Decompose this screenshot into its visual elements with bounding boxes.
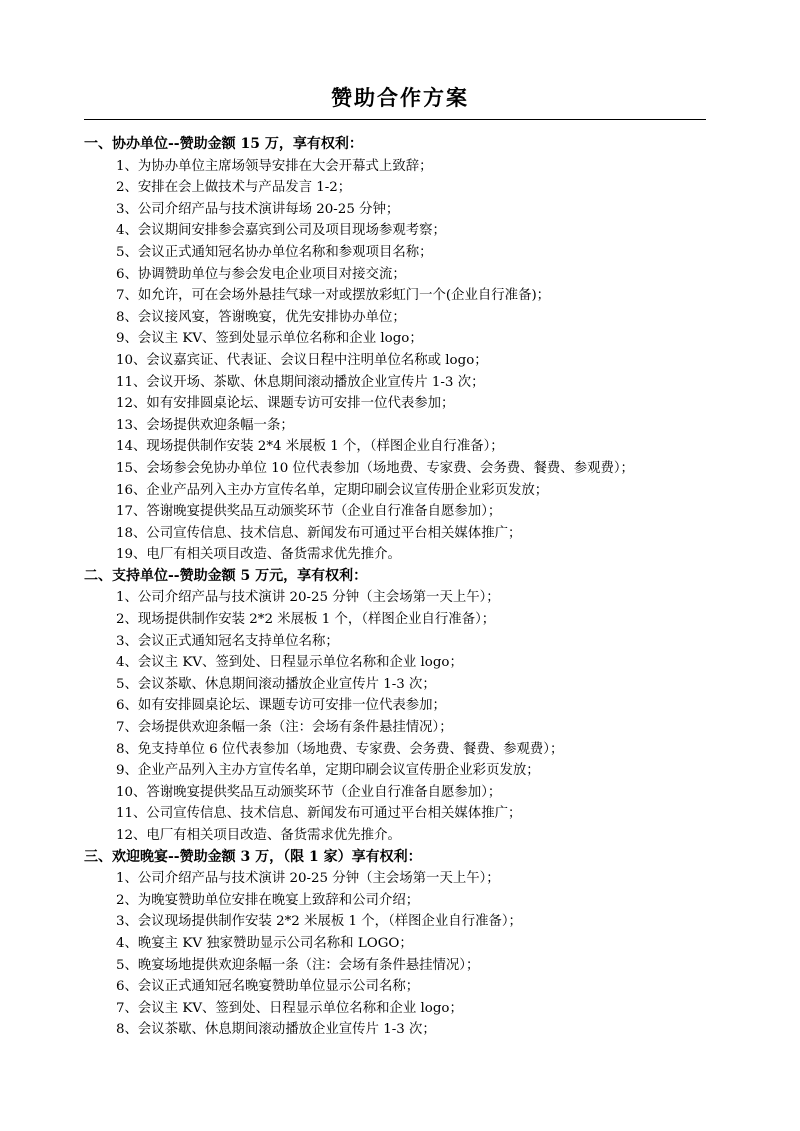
list-item: 7、如允许，可在会场外悬挂气球一对或摆放彩虹门一个(企业自行准备)； [116,288,551,304]
list-item: 12、电厂有相关项目改造、备货需求优先推介。 [116,828,401,843]
list-item: 5、晚宴场地提供欢迎条幅一条（注：会场有条件悬挂情况）； [116,957,480,973]
list-item: 8、会议接风宴，答谢晚宴，优先安排协办单位； [116,309,406,325]
list-item: 3、会议正式通知冠名支持单位名称； [116,633,339,649]
list-item: 10、答谢晚宴提供奖品互动颁奖环节（企业自行准备自愿参加）； [116,784,502,800]
section-heading: 二、支持单位--赞助金额 5 万元，享有权利： [84,567,368,584]
list-item: 18、公司宣传信息、技术信息、新闻发布可通过平台相关媒体推广； [116,525,522,541]
list-item: 3、公司介绍产品与技术演讲每场 20-25 分钟； [116,201,400,217]
list-item: 7、会议主 KV、签到处、日程显示单位名称和企业 logo； [116,1000,463,1016]
list-item: 1、公司介绍产品与技术演讲 20-25 分钟（主会场第一天上午）； [116,590,500,606]
list-item: 9、会议主 KV、签到处显示单位名称和企业 logo； [116,331,423,347]
list-item: 6、如有安排圆桌论坛、课题专访可安排一位代表参加； [116,698,446,714]
list-item: 9、企业产品列入主办方宣传名单，定期印刷会议宣传册企业彩页发放； [116,763,540,779]
section-heading: 一、协办单位--赞助金额 15 万，享有权利： [84,136,363,152]
section-welcome-dinner [84,847,706,1041]
list-item: 4、会议主 KV、签到处、日程显示单位名称和企业 logo； [116,655,463,671]
list-item: 4、晚宴主 KV 独家赞助显示公司名称和 LOGO； [116,935,413,951]
list-item: 5、会议茶歇、休息期间滚动播放企业宣传片 1-3 次； [116,676,436,692]
list-item: 11、会议开场、茶歇、休息期间滚动播放企业宣传片 1-3 次； [116,374,485,390]
list-item: 2、安排在会上做技术与产品发言 1-2； [116,180,352,196]
list-item: 11、公司宣传信息、技术信息、新闻发布可通过平台相关媒体推广； [116,806,522,822]
list-item: 1、为协办单位主席场领导安排在大会开幕式上致辞； [116,158,433,174]
list-item: 4、会议期间安排参会嘉宾到公司及项目现场参观考察； [116,223,446,239]
list-item: 5、会议正式通知冠名协办单位名称和参观项目名称； [116,244,433,260]
list-item: 17、答谢晚宴提供奖品互动颁奖环节（企业自行准备自愿参加）； [116,504,502,520]
list-item: 16、企业产品列入主办方宣传名单，定期印刷会议宣传册企业彩页发放； [116,482,549,498]
list-item: 6、会议正式通知冠名晚宴赞助单位显示公司名称； [116,979,420,995]
list-item: 3、会议现场提供制作安装 2*2 米展板 1 个，（样图企业自行准备）； [116,914,522,930]
list-item: 8、会议茶歇、休息期间滚动播放企业宣传片 1-3 次； [116,1022,436,1038]
list-item: 2、为晚宴赞助单位安排在晚宴上致辞和公司介绍； [116,892,420,908]
section-heading: 三、欢迎晚宴--赞助金额 3 万，（限 1 家）享有权利： [84,848,422,865]
list-item: 15、会场参会免协办单位 10 位代表参加（场地费、专家费、会务费、餐费、参观费）； [116,460,634,476]
section-supporter [84,566,706,847]
list-item: 2、现场提供制作安装 2*2 米展板 1 个，（样图企业自行准备）； [116,612,496,628]
list-item: 12、如有安排圆桌论坛、课题专访可安排一位代表参加； [116,396,455,412]
list-item: 7、会场提供欢迎条幅一条（注：会场有条件悬挂情况）； [116,720,453,736]
list-item: 10、会议嘉宾证、代表证、会议日程中注明单位名称或 logo； [116,352,488,368]
list-item: 6、协调赞助单位与参会发电企业项目对接交流； [116,266,406,282]
document-body [84,134,706,1041]
page-title: 赞助合作方案 [331,86,469,110]
section-co-organizer [84,134,706,566]
title-divider [84,119,706,120]
list-item: 1、公司介绍产品与技术演讲 20-25 分钟（主会场第一天上午）； [116,871,500,887]
list-item: 19、电厂有相关项目改造、备货需求优先推介。 [116,547,401,563]
list-item: 13、会场提供欢迎条幅一条； [116,417,294,433]
list-item: 8、免支持单位 6 位代表参加（场地费、专家费、会务费、餐费、参观费）； [116,741,564,757]
list-item: 14、现场提供制作安装 2*4 米展板 1 个，（样图企业自行准备）； [116,439,504,455]
